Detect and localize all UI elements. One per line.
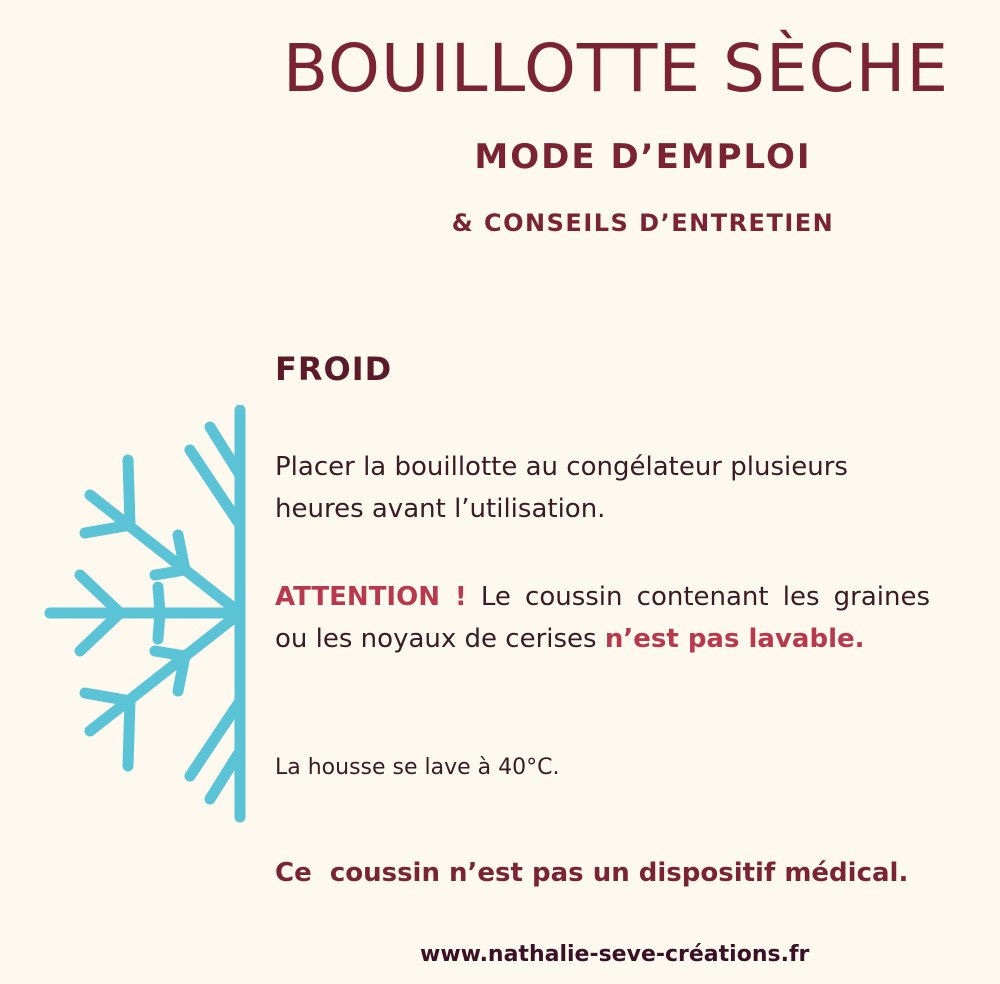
page-subtitle-secondary: & CONSEILS D’ENTRETIEN <box>451 209 835 237</box>
attention-label: ATTENTION ! <box>275 582 467 612</box>
section-title: FROID <box>275 350 393 388</box>
snowflake-icon <box>30 405 260 825</box>
attention-emphasis: n’est pas lavable. <box>604 624 865 654</box>
care-note: La housse se lave à 40°C. <box>275 755 560 780</box>
attention-text: Le coussin contenant les graines ou les noyaux de cerises <box>275 582 930 654</box>
attention-paragraph <box>275 576 930 660</box>
medical-disclaimer: Ce coussin n’est pas un dispositif médical. <box>275 858 909 888</box>
page-title: BOUILLOTTE SÈCHE <box>282 30 950 107</box>
website-link[interactable]: www.nathalie-seve-créations.fr <box>420 942 810 967</box>
instruction-text: Placer la bouillotte au congélateur plusieurs heures avant l’utilisation. <box>275 452 848 524</box>
page-subtitle: MODE D’EMPLOI <box>474 137 812 177</box>
